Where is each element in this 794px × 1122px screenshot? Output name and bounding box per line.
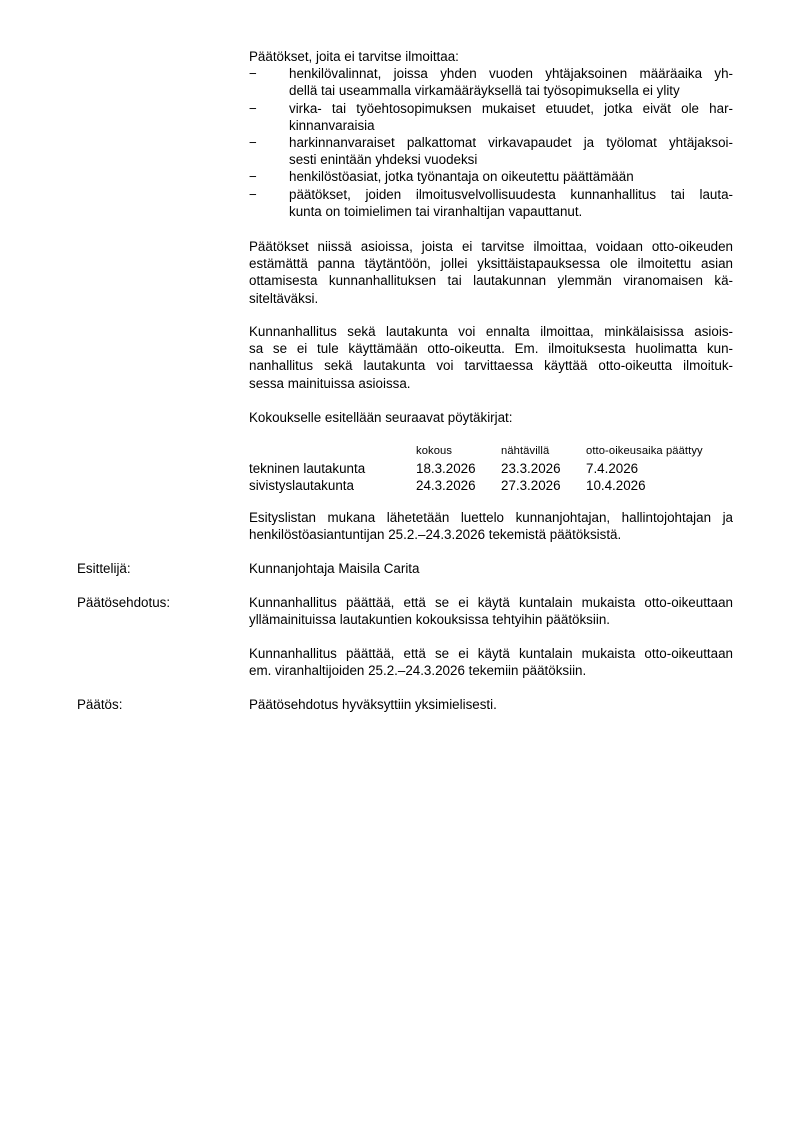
presenter-label: Esittelijä:	[77, 561, 131, 576]
proposal-paragraph-1	[249, 594, 733, 628]
exempt-item-3-line-1: harkinnanvaraiset palkattomat virkavapaudet ja työlomat yhtäjaksoi-	[289, 135, 733, 151]
exempt-item-2	[249, 100, 733, 134]
decision-list-paragraph	[249, 509, 733, 543]
exempt-item-1	[249, 65, 733, 99]
exempt-item-1-line-2: dellä tai useammalla virkamääräyksellä tai työsopimuksella ei ylity	[289, 83, 680, 99]
enforce-line-3: ottamisesta kunnanhallituksen tai lautakunnan ylemmän viranomaisen kä-	[249, 273, 733, 289]
enforce-line-1: Päätökset niissä asioissa, joista ei tarvitse ilmoittaa, voidaan otto-oikeuden	[249, 239, 733, 254]
row-1-deadline: 7.4.2026	[586, 461, 639, 477]
exempt-list	[249, 65, 733, 220]
proposal-p2-line-1: Kunnanhallitus päättää, että se ei käytä kuntalain mukaista otto-oikeuttaan	[249, 646, 733, 661]
row-1-meeting-date: 18.3.2026	[416, 461, 476, 477]
exempt-item-1-line-1: henkilövalinnat, joissa yhden vuoden yhtäjaksoinen määräaika yh-	[289, 66, 733, 82]
row-2-body: sivistyslautakunta	[249, 478, 354, 494]
row-2-meeting-date: 24.3.2026	[416, 478, 476, 494]
exempt-item-2-line-2: kinnanvaraisia	[289, 117, 375, 133]
exempt-item-5-line-1: päätökset, joiden ilmoitusvelvollisuudesta kunnanhallitus tai lauta-	[289, 186, 733, 202]
minutes-table-header	[249, 443, 733, 460]
row-2-deadline: 10.4.2026	[586, 478, 646, 494]
exempt-item-3-line-2: sesti enintään yhdeksi vuodeksi	[289, 152, 478, 168]
header-otto-oikeusaika: otto-oikeusaika päättyy	[586, 445, 703, 457]
dash-bullet-icon: −	[249, 186, 257, 202]
table-row	[249, 460, 733, 477]
intro-heading-text: Päätökset, joita ei tarvitse ilmoittaa:	[249, 49, 459, 64]
decision-list-line-2: henkilöstöasiantuntijan 25.2.–24.3.2026 tekemistä päätöksistä.	[249, 527, 622, 543]
proposal-p1-line-2: yllämainituissa lautakuntien kokouksissa tehtyihin päätöksiin.	[249, 612, 610, 628]
table-row	[249, 477, 733, 494]
dash-bullet-icon: −	[249, 66, 257, 82]
row-1-body: tekninen lautakunta	[249, 461, 366, 477]
header-nahtavilla: nähtävillä	[501, 445, 550, 457]
notice-paragraph	[249, 323, 733, 392]
proposal-label: Päätösehdotus:	[77, 595, 171, 610]
row-2-display-date: 27.3.2026	[501, 478, 561, 494]
exempt-item-5-line-2: kunta on toimielimen tai viranhaltijan vapauttanut.	[289, 203, 583, 219]
presenter-name: Kunnanjohtaja Maisila Carita	[249, 561, 420, 576]
exempt-item-5	[249, 186, 733, 220]
intro-section	[249, 48, 733, 220]
dash-bullet-icon: −	[249, 135, 257, 151]
enforce-line-4: siteltäväksi.	[249, 290, 319, 306]
minutes-intro-text: Kokoukselle esitellään seuraavat pöytäkirjat:	[249, 410, 513, 425]
decision-value	[249, 696, 733, 713]
minutes-table	[249, 443, 733, 495]
decision-label: Päätös:	[77, 697, 123, 712]
header-kokous: kokous	[416, 445, 453, 457]
decision-text: Päätösehdotus hyväksyttiin yksimielisesti.	[249, 697, 497, 712]
exempt-item-4-line-1: henkilöstöasiat, jotka työnantaja on oikeutettu päättämään	[289, 169, 634, 185]
exempt-item-4	[249, 168, 733, 185]
notice-line-2: sa se ei tule käyttämään otto-oikeutta. Em. ilmoituksesta huolimatta kun-	[249, 341, 733, 357]
exempt-item-3	[249, 134, 733, 168]
decision-list-line-1: Esityslistan mukana lähetetään luettelo kunnanjohtajan, hallintojohtajan ja	[249, 510, 733, 525]
enforce-line-2: estämättä panna täytäntöön, jollei yksittäistapauksessa ole ilmoitettu asian	[249, 256, 733, 272]
enforce-paragraph	[249, 238, 733, 307]
dash-bullet-icon: −	[249, 100, 257, 116]
proposal-paragraph-2	[249, 645, 733, 679]
intro-heading	[249, 48, 733, 65]
presenter-value	[249, 560, 733, 577]
minutes-intro	[249, 409, 733, 426]
notice-line-3: nanhallitus sekä lautakunta voi tarvittaessa käyttää otto-oikeutta ilmoituk-	[249, 358, 733, 374]
notice-line-1: Kunnanhallitus sekä lautakunta voi ennalta ilmoittaa, minkälaisissa asiois-	[249, 324, 733, 339]
proposal-p1-line-1: Kunnanhallitus päättää, että se ei käytä kuntalain mukaista otto-oikeuttaan	[249, 595, 733, 610]
exempt-item-2-line-1: virka- tai työehtosopimuksen mukaiset etuudet, jotka eivät ole har-	[289, 100, 733, 116]
dash-bullet-icon: −	[249, 169, 257, 185]
notice-line-4: sessa mainituissa asioissa.	[249, 375, 411, 391]
row-1-display-date: 23.3.2026	[501, 461, 561, 477]
proposal-p2-line-2: em. viranhaltijoiden 25.2.–24.3.2026 tekemiin päätöksiin.	[249, 663, 587, 679]
